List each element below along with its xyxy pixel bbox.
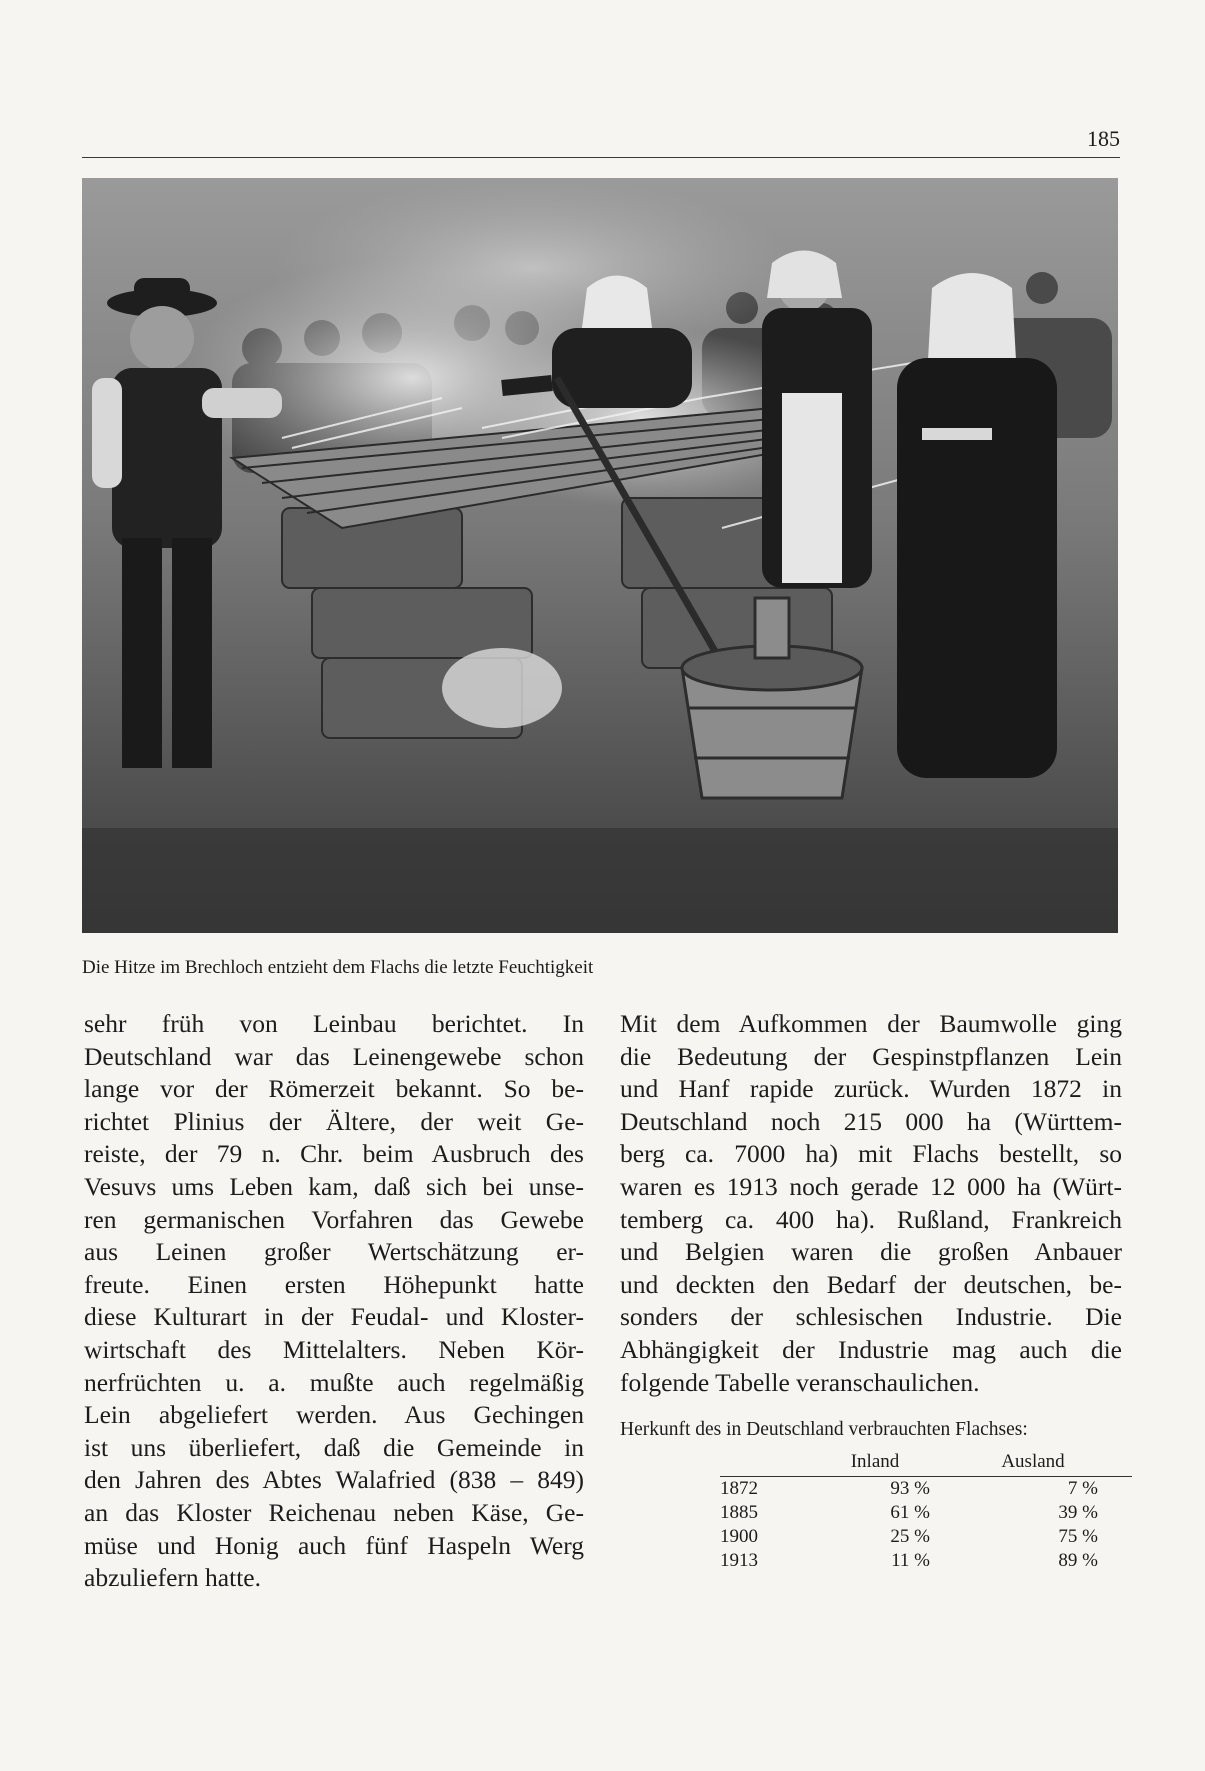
text-line: richtet Plinius der Ältere, der weit Ge- (84, 1106, 584, 1136)
text-line: nerfrüchten u. a. mußte auch regelmäßig (84, 1367, 584, 1397)
table-cell-ausland: 75 % (1058, 1526, 1098, 1547)
text-line: diese Kulturart in der Feudal- und Kloster- (84, 1302, 584, 1332)
table-header-row (720, 1449, 1132, 1477)
table-cell-year: 1872 (720, 1478, 758, 1499)
table-cell-inland: 25 % (890, 1526, 930, 1547)
table-row (720, 1525, 1132, 1549)
text-line: lange vor der Römerzeit bekannt. So be- (84, 1074, 584, 1104)
table-cell-year: 1900 (720, 1526, 758, 1547)
body-column-right (620, 1008, 1122, 1399)
text-line: Lein abgeliefert werden. Aus Gechingen (84, 1400, 584, 1430)
text-line: abzuliefern hatte. (84, 1563, 261, 1593)
text-line: ren germanischen Vorfahren das Gewebe (84, 1204, 584, 1234)
table-header-year (720, 1449, 790, 1477)
text-line: freute. Einen ersten Höhepunkt hatte (84, 1269, 584, 1299)
text-line: Mit dem Aufkommen der Baumwolle ging (620, 1009, 1122, 1038)
photo-flax-breaking (82, 178, 1118, 933)
text-line: waren es 1913 noch gerade 12 000 ha (Würt- (620, 1171, 1122, 1201)
table-row (720, 1549, 1132, 1573)
body-column-left (84, 1008, 584, 1595)
text-line: Vesuvs ums Leben kam, daß sich bei unse- (84, 1171, 584, 1201)
text-line: und Hanf rapide zurück. Wurden 1872 in (620, 1074, 1122, 1104)
text-line: berg ca. 7000 ha) mit Flachs bestellt, so (620, 1139, 1122, 1169)
text-line: folgende Tabelle veranschaulichen. (620, 1367, 980, 1397)
photo-caption: Die Hitze im Brechloch entzieht dem Flachs die letzte Feuchtigkeit (82, 957, 594, 978)
table-cell-ausland: 39 % (1058, 1502, 1098, 1523)
table-row (720, 1501, 1132, 1525)
table-header-inland: Inland (790, 1449, 938, 1477)
text-line: ist uns überliefert, daß die Gemeinde in (84, 1432, 584, 1462)
text-line: temberg ca. 400 ha). Rußland, Frankreich (620, 1204, 1122, 1234)
page-number: 185 (1087, 126, 1120, 151)
table-header-ausland: Ausland (938, 1449, 1132, 1477)
table-row (720, 1477, 1132, 1502)
header-rule (82, 157, 1120, 158)
table-cell-ausland: 89 % (1058, 1550, 1098, 1571)
text-line: und Belgien waren die großen Anbauer (620, 1237, 1122, 1267)
table-cell-inland: 93 % (890, 1478, 930, 1499)
text-line: sonders der schlesischen Industrie. Die (620, 1302, 1122, 1332)
text-line: die Bedeutung der Gespinstpflanzen Lein (620, 1041, 1122, 1071)
flax-origin-table (720, 1449, 1132, 1573)
text-line: Deutschland noch 215 000 ha (Württem- (620, 1106, 1122, 1136)
text-line: und deckten den Bedarf der deutschen, be- (620, 1269, 1122, 1299)
text-line: reiste, der 79 n. Chr. beim Ausbruch des (84, 1139, 584, 1169)
text-line: Abhängigkeit der Industrie mag auch die (620, 1334, 1122, 1364)
table-cell-inland: 11 % (891, 1550, 930, 1571)
text-line: aus Leinen großer Wertschätzung er- (84, 1237, 584, 1267)
text-line: Deutschland war das Leinengewebe schon (84, 1041, 584, 1071)
table-cell-year: 1913 (720, 1550, 758, 1571)
table-cell-ausland: 7 % (1067, 1478, 1098, 1499)
table-cell-inland: 61 % (890, 1502, 930, 1523)
table-cell-year: 1885 (720, 1502, 758, 1523)
text-line: sehr früh von Leinbau berichtet. In (84, 1009, 584, 1038)
table-title: Herkunft des in Deutschland verbrauchten Flachses: (620, 1419, 1028, 1440)
text-line: wirtschaft des Mittelalters. Neben Kör- (84, 1334, 584, 1364)
text-line: den Jahren des Abtes Walafried (838 – 849) (84, 1465, 584, 1495)
text-line: an das Kloster Reichenau neben Käse, Ge- (84, 1497, 584, 1527)
text-line: müse und Honig auch fünf Haspeln Werg (84, 1530, 584, 1560)
